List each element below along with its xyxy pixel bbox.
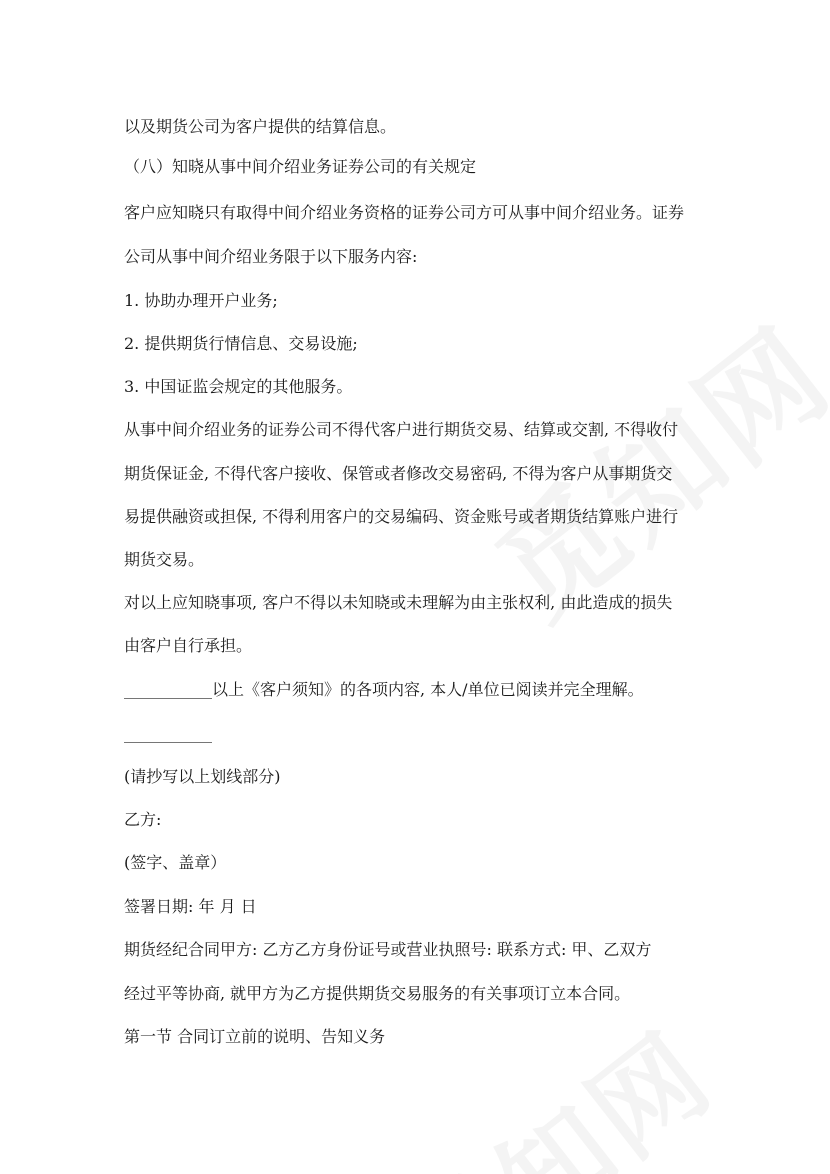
- paragraph-line: 客户应知晓只有取得中间介绍业务资格的证券公司方可从事中间介绍业务。证券: [124, 203, 685, 222]
- paragraph-line: 经过平等协商, 就甲方为乙方提供期货交易服务的有关事项订立本合同。: [124, 984, 631, 1003]
- paragraph-line: 期货经纪合同甲方: 乙方乙方身份证号或营业执照号: 联系方式: 甲、乙双方: [124, 940, 652, 959]
- section-heading: （八）知晓从事中间介绍业务证券公司的有关规定: [124, 157, 477, 176]
- paragraph-line: 期货保证金, 不得代客户接收、保管或者修改交易密码, 不得为客户从事期货交: [124, 464, 673, 483]
- list-item: 2. 提供期货行情信息、交易设施;: [124, 334, 358, 353]
- party-b-label: 乙方:: [124, 810, 162, 829]
- watermark-text: [368, 990, 740, 1174]
- signing-date-label: 签署日期: 年 月 日: [124, 897, 257, 916]
- paragraph-line: 公司从事中间介绍业务限于以下服务内容:: [124, 247, 418, 266]
- paragraph-line: 易提供融资或担保, 不得利用客户的交易编码、资金账号或者期货结算账户进行: [124, 507, 679, 526]
- blank-underline: ___________: [124, 724, 212, 743]
- paragraph-line: 以及期货公司为客户提供的结算信息。: [124, 117, 397, 136]
- paragraph-line: 由客户自行承担。: [124, 636, 253, 655]
- instruction-note: (请抄写以上划线部分): [124, 767, 281, 786]
- list-item: 3. 中国证监会规定的其他服务。: [124, 377, 353, 396]
- section-heading: 第一节 合同订立前的说明、告知义务: [124, 1027, 386, 1046]
- signature-seal-label: (签字、盖章）: [124, 853, 227, 872]
- paragraph-line: 期货交易。: [124, 550, 205, 569]
- paragraph-line: 对以上应知晓事项, 客户不得以未知晓或未理解为由主张权利, 由此造成的损失: [124, 593, 673, 612]
- paragraph-line: 从事中间介绍业务的证券公司不得代客户进行期货交易、结算或交割, 不得收付: [124, 420, 679, 439]
- list-item: 1. 协助办理开户业务;: [124, 291, 278, 310]
- acknowledgement-line: ___________以上《客户须知》的各项内容, 本人/单位已阅读并完全理解。: [124, 680, 644, 699]
